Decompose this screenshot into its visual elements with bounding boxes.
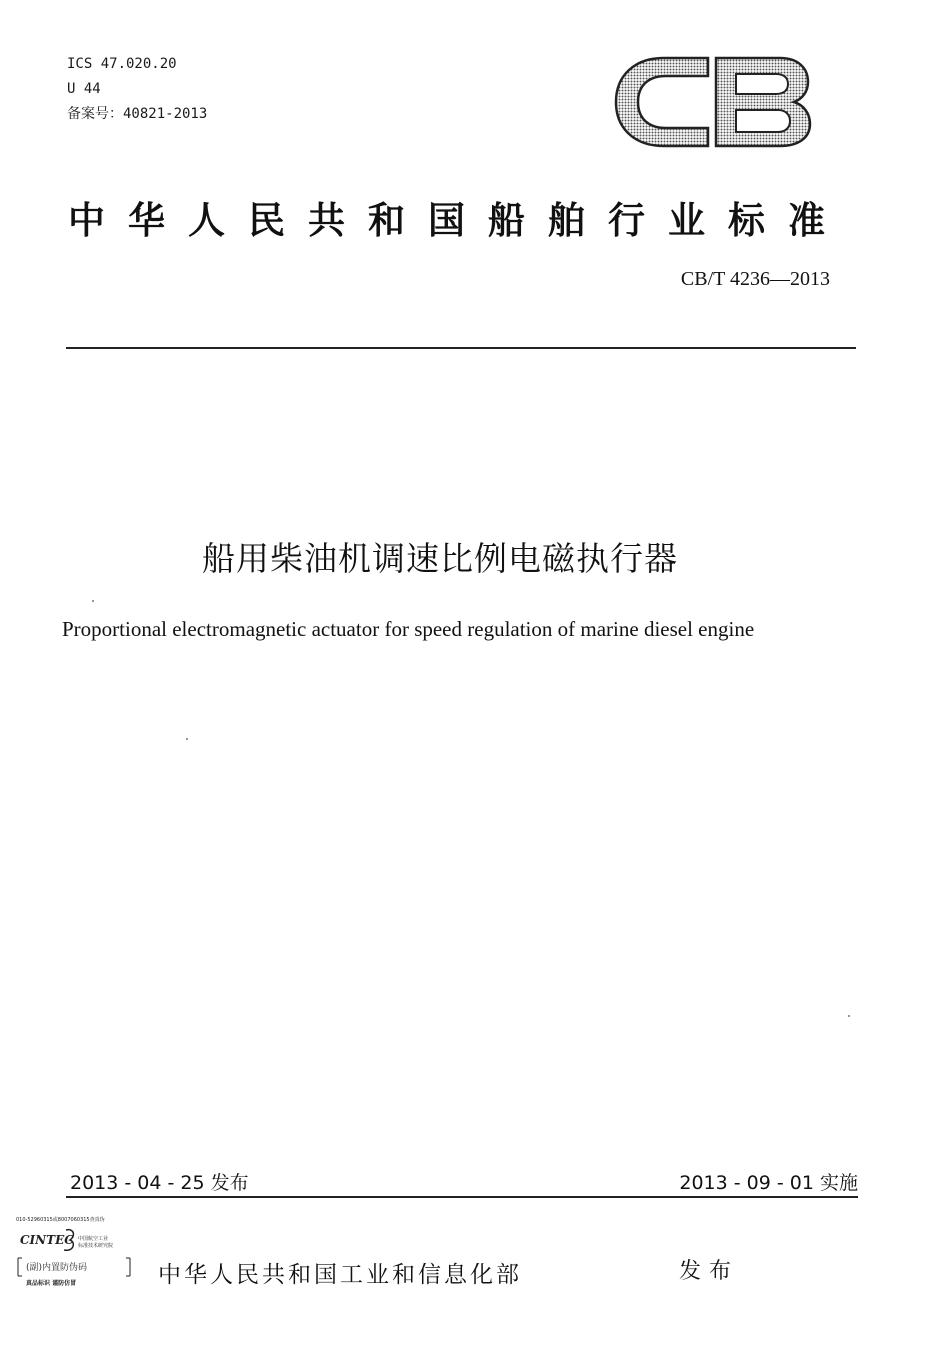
publisher-name: 中华人民共和国工业和信息化部: [158, 1262, 522, 1288]
industry-standard-title: 中华人民共和国船舶行业标准: [68, 199, 848, 242]
scan-speck: [92, 600, 94, 602]
standard-number: CB/T 4236—2013: [680, 268, 830, 290]
issue-date: 2013 - 04 - 25 发布: [70, 1172, 249, 1194]
anti-counterfeit-seal: [14, 1212, 138, 1288]
ics-code: ICS 47.020.20: [67, 56, 177, 72]
publish-label: 发布: [679, 1259, 740, 1284]
logo-text: CB: [612, 50, 614, 51]
effective-date: 2013 - 09 - 01 实施: [679, 1172, 858, 1194]
top-divider: [66, 347, 856, 349]
bottom-divider: [66, 1196, 858, 1198]
ccs-code: U 44: [67, 81, 101, 97]
seal-brand: CINTEC: [20, 1233, 74, 1247]
classification-codes: [67, 52, 207, 127]
seal-org1: 中国航空工业: [78, 1236, 109, 1242]
document-title-en: Proportional electromagnetic actuator for speed regulation of marine diesel engine: [62, 617, 755, 641]
document-title-cn: 船用柴油机调速比例电磁执行器: [202, 539, 678, 578]
cb-logo: [612, 50, 812, 154]
scan-speck: [848, 1015, 850, 1017]
seal-line4: 真品标识 谨防仿冒: [26, 1280, 77, 1287]
record-number: 备案号：40821-2013: [67, 106, 208, 122]
seal-line3: (副)内置防伪码: [26, 1263, 88, 1273]
seal-org2: 标准技术研究院: [78, 1243, 114, 1249]
scan-speck: [186, 738, 188, 740]
cb-standard-logo-icon: [612, 50, 812, 154]
seal-line1: 010-52960315或8007060315查真伪: [16, 1217, 105, 1223]
